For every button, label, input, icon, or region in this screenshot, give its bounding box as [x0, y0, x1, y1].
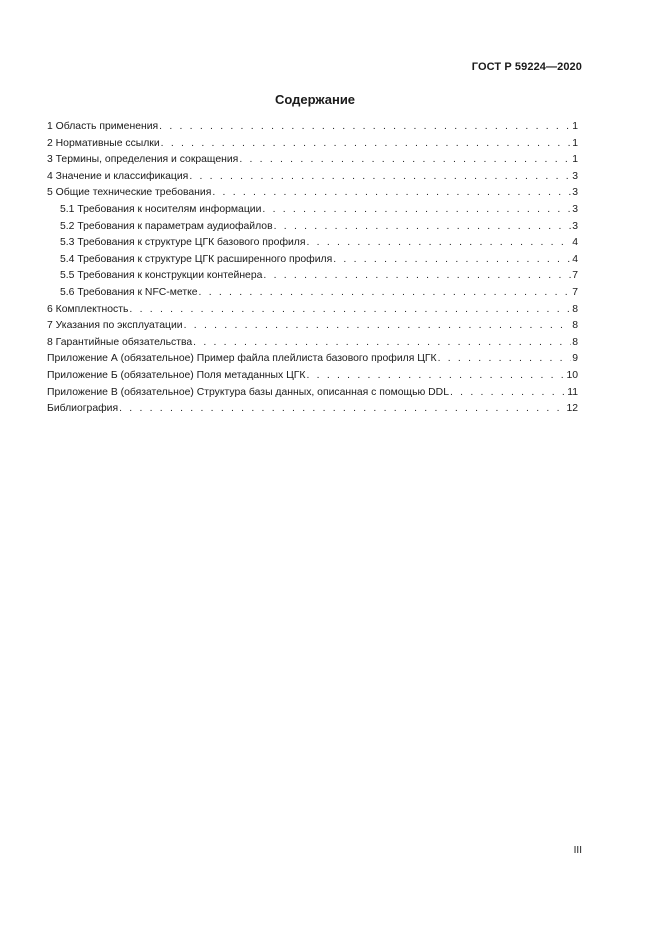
toc-entry-title: 5.2 Требования к параметрам аудиофайлов	[60, 220, 273, 232]
toc-entry-title: Приложение Б (обязательное) Поля метаданных ЦГК	[47, 369, 306, 381]
toc-entry-title: 7 Указания по эксплуатации	[47, 320, 183, 332]
toc-entry-page: 3	[572, 187, 578, 199]
toc-entry[interactable]	[47, 119, 578, 136]
toc-entry-page: 3	[572, 220, 578, 232]
toc-entry-page: 8	[572, 320, 578, 332]
table-of-contents	[47, 119, 578, 418]
toc-entry[interactable]	[47, 401, 578, 418]
toc-entry-title: 5.6 Требования к NFC-метке	[60, 286, 198, 298]
toc-entry-page: 9	[572, 353, 578, 365]
toc-leader-dots	[306, 368, 565, 385]
toc-entry-title: 8 Гарантийные обязательства	[47, 336, 193, 348]
toc-entry[interactable]	[47, 136, 578, 153]
toc-leader-dots	[161, 136, 572, 153]
toc-entry-title: Приложение А (обязательное) Пример файла плейлиста базового профиля ЦГК	[47, 353, 437, 365]
toc-entry-page: 12	[566, 403, 578, 415]
toc-entry-page: 3	[572, 203, 578, 215]
toc-entry-title: 5 Общие технические требования	[47, 187, 212, 199]
toc-entry-page: 4	[572, 253, 578, 265]
toc-subentry[interactable]	[47, 219, 578, 236]
toc-leader-dots	[119, 401, 565, 418]
toc-entry-title: 5.4 Требования к структуре ЦГК расширенного профиля	[60, 253, 333, 265]
toc-entry-title: 4 Значение и классификация	[47, 170, 189, 182]
toc-leader-dots	[262, 202, 571, 219]
toc-entry-title: 6 Комплектность	[47, 303, 129, 315]
toc-leader-dots	[193, 335, 571, 352]
toc-leader-dots	[450, 385, 566, 402]
toc-entry[interactable]	[47, 185, 578, 202]
toc-leader-dots	[239, 152, 571, 169]
toc-entry-page: 7	[572, 286, 578, 298]
toc-leader-dots	[438, 351, 572, 368]
toc-entry-page: 1	[572, 137, 578, 149]
toc-entry[interactable]	[47, 302, 578, 319]
toc-subentry[interactable]	[47, 202, 578, 219]
toc-entry-page: 7	[572, 270, 578, 282]
toc-leader-dots	[333, 252, 571, 269]
toc-entry-title: 2 Нормативные ссылки	[47, 137, 160, 149]
toc-entry-page: 8	[572, 303, 578, 315]
toc-entry-title: Приложение В (обязательное) Структура базы данных, описанная с помощью DDL	[47, 386, 449, 398]
toc-entry-page: 1	[572, 154, 578, 166]
toc-entry-page: 4	[572, 237, 578, 249]
toc-leader-dots	[159, 119, 571, 136]
toc-entry[interactable]	[47, 385, 578, 402]
document-standard-number: ГОСТ Р 59224—2020	[471, 61, 582, 73]
toc-leader-dots	[263, 268, 571, 285]
toc-entry[interactable]	[47, 318, 578, 335]
toc-entry-title: Библиография	[47, 403, 119, 415]
toc-entry-page: 8	[572, 336, 578, 348]
toc-entry[interactable]	[47, 368, 578, 385]
toc-subentry[interactable]	[47, 235, 578, 252]
toc-leader-dots	[199, 285, 572, 302]
toc-leader-dots	[189, 169, 571, 186]
toc-entry-title: 5.5 Требования к конструкции контейнера	[60, 270, 263, 282]
page-number: III	[573, 845, 582, 856]
toc-entry[interactable]	[47, 169, 578, 186]
toc-entry-title: 5.3 Требования к структуре ЦГК базового профиля	[60, 237, 306, 249]
toc-leader-dots	[274, 219, 572, 236]
toc-entry-page: 3	[572, 170, 578, 182]
toc-entry[interactable]	[47, 152, 578, 169]
toc-entry-title: 5.1 Требования к носителям информации	[60, 203, 262, 215]
toc-entry-page: 1	[572, 121, 578, 132]
toc-entry-page: 11	[567, 386, 578, 398]
toc-entry-title: 1 Область применения	[47, 121, 159, 132]
toc-entry[interactable]	[47, 351, 578, 368]
toc-subentry[interactable]	[47, 252, 578, 269]
toc-entry-title: 3 Термины, определения и сокращения	[47, 154, 239, 166]
toc-leader-dots	[307, 235, 572, 252]
toc-leader-dots	[184, 318, 572, 335]
toc-leader-dots	[212, 185, 571, 202]
toc-entry-page: 10	[566, 369, 578, 381]
toc-subentry[interactable]	[47, 285, 578, 302]
toc-leader-dots	[129, 302, 571, 319]
toc-entry[interactable]	[47, 335, 578, 352]
toc-title: Содержание	[274, 92, 356, 107]
toc-subentry[interactable]	[47, 268, 578, 285]
